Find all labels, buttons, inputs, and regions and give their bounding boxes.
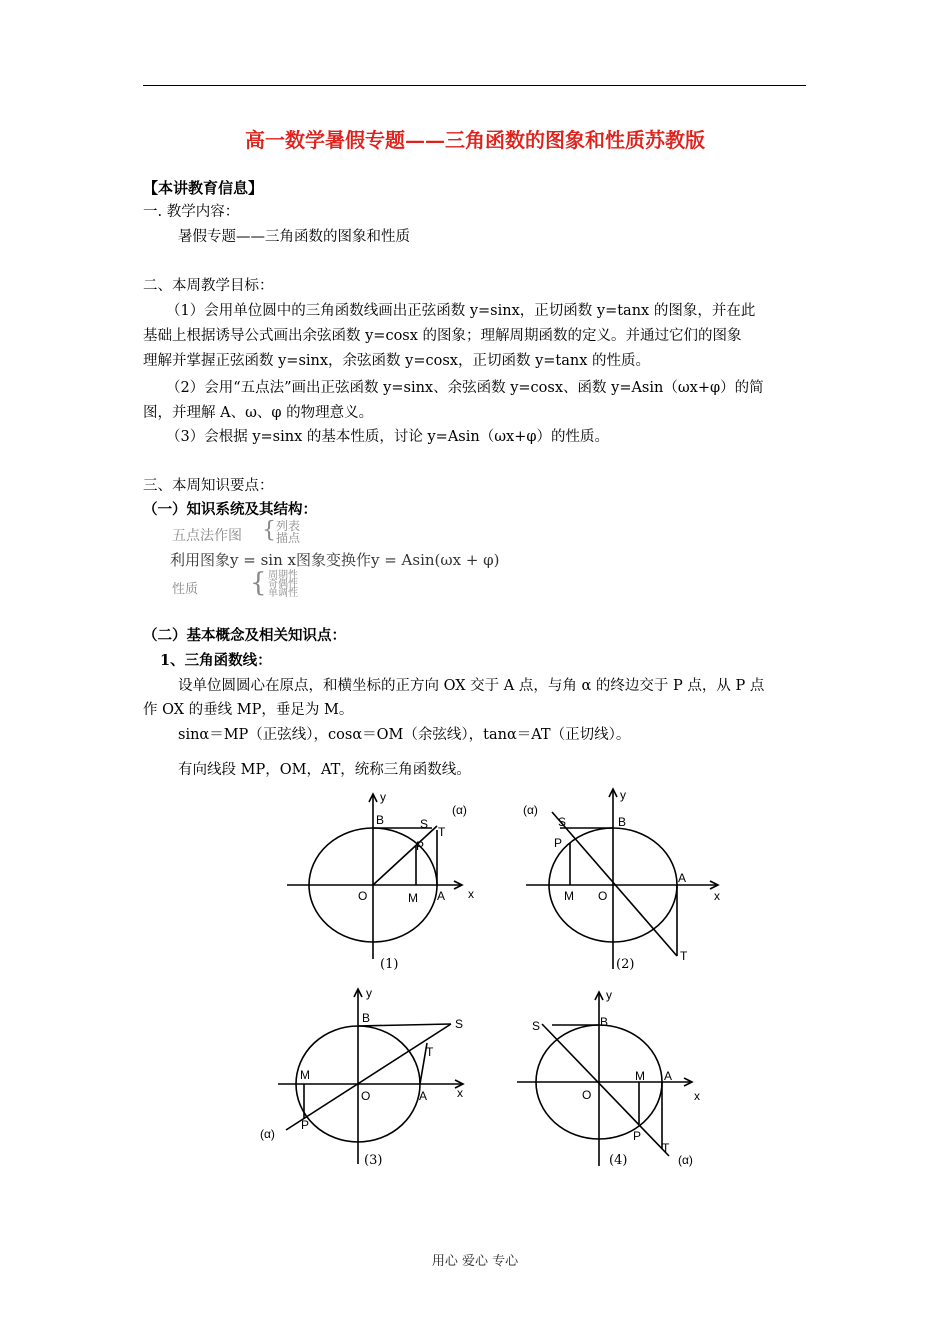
structure-monotonicity: 单调性 — [268, 588, 298, 599]
section-1-heading: 一. 教学内容： — [143, 204, 240, 220]
fig1-label-alpha: (α) — [452, 803, 467, 817]
fig1-label-B: B — [376, 813, 385, 827]
page-footer: 用心 爱心 专心 — [431, 1254, 519, 1269]
structure-plot: 描点 — [276, 531, 301, 545]
subsection-2-heading: （二）基本概念及相关知识点： — [143, 627, 346, 644]
fig2-caption: (2) — [616, 957, 635, 972]
goal-3: （3）会根据 y=sinx 的基本性质，讨论 y=Asin（ωx+φ）的性质。 — [166, 429, 610, 445]
goal-2-line-2: 图，并理解 A、ω、φ 的物理意义。 — [143, 405, 374, 421]
fig3-label-S: S — [455, 1017, 464, 1031]
fig3-label-y: y — [366, 986, 372, 1000]
fig1-label-T: T — [438, 825, 446, 839]
fig3-caption: (3) — [364, 1153, 383, 1168]
goal-1-line-2: 基础上根据诱导公式画出余弦函数 y=cosx 的图象；理解周期函数的定义。并通过它们的图象 — [143, 328, 742, 344]
structure-parity: 奇偶性 — [268, 579, 298, 590]
subsection-1-heading: （一）知识系统及其结构： — [143, 501, 317, 518]
goal-1-line-3: 理解并掌握正弦函数 y=sinx，余弦函数 y=cosx，正切函数 y=tanx 的性质。 — [143, 353, 651, 369]
fig2-label-T: T — [680, 949, 688, 963]
fig2-label-x: x — [714, 889, 720, 903]
structure-brace-bottom: { — [250, 568, 267, 598]
fig4-label-S: S — [532, 1019, 541, 1033]
paragraph-3: 有向线段 MP，OM，AT，统称三角函数线。 — [178, 762, 471, 778]
fig3-label-A: A — [419, 1089, 428, 1103]
fig2-label-alpha: (α) — [523, 803, 538, 817]
goal-2-line-1: （2）会用“五点法”画出正弦函数 y=sinx、余弦函数 y=cosx、函数 y=Asin（ωx+φ）的简 — [166, 380, 764, 396]
fig4-label-A: A — [664, 1069, 673, 1083]
fig1-label-M: M — [408, 891, 418, 905]
fig1-label-S: S — [420, 817, 429, 831]
fig4-label-P: P — [633, 1129, 642, 1143]
fig4-caption: (4) — [609, 1153, 628, 1168]
fig1-label-y: y — [380, 790, 386, 804]
fig4-label-O: O — [582, 1088, 592, 1102]
fig4-label-y: y — [606, 988, 612, 1002]
fig1-label-x: x — [468, 887, 474, 901]
fig3-label-O: O — [361, 1089, 371, 1103]
structure-transform: 利用图象y = sin x图象变换作y = Asin(ωx + φ) — [170, 551, 500, 569]
paragraph-1-line-1: 设单位圆圆心在原点，和横坐标的正方向 OX 交于 A 点，与角 α 的终边交于 P 点，从 P 点 — [178, 678, 765, 694]
fig4-label-T: T — [662, 1141, 670, 1155]
section-3-heading: 三、本周知识要点： — [143, 478, 274, 494]
subsection-2-1-heading: 1、三角函数线： — [160, 652, 272, 669]
structure-periodicity: 周期性 — [268, 570, 298, 581]
structure-brace-top: { — [262, 518, 276, 543]
fig2-label-M: M — [564, 889, 574, 903]
document-title: 高一数学暑假专题——三角函数的图象和性质苏教版 — [245, 128, 705, 152]
fig3-label-M: M — [300, 1068, 310, 1082]
fig4-label-B: B — [600, 1015, 609, 1029]
structure-five-point: 五点法作图 — [172, 528, 242, 544]
fig2-label-B: B — [618, 815, 627, 829]
fig4-label-M: M — [635, 1069, 645, 1083]
structure-list: 列表 — [276, 519, 301, 533]
fig2-label-y: y — [620, 788, 626, 802]
fig2-label-S: S — [558, 815, 567, 829]
fig4-label-alpha: (α) — [678, 1153, 693, 1167]
header-rule — [143, 85, 806, 86]
figure-1 — [282, 784, 497, 974]
paragraph-2: sinα＝MP（正弦线），cosα＝OM（余弦线），tanα＝AT（正切线）。 — [178, 727, 631, 743]
fig3-label-P: P — [301, 1118, 310, 1132]
fig1-label-A: A — [437, 889, 446, 903]
fig3-label-alpha: (α) — [260, 1127, 275, 1141]
fig3-label-B: B — [362, 1011, 371, 1025]
figure-2 — [518, 784, 733, 974]
fig1-label-P: P — [416, 839, 425, 853]
fig1-label-O: O — [358, 889, 368, 903]
structure-properties: 性质 — [172, 582, 199, 597]
goal-1-line-1: （1）会用单位圆中的三角函数线画出正弦函数 y=sinx，正切函数 y=tanx 的图象，并在此 — [166, 303, 756, 319]
section-2-heading: 二、本周教学目标： — [143, 278, 274, 294]
fig3-label-x: x — [457, 1086, 463, 1100]
figure-3 — [258, 984, 488, 1174]
fig2-label-O: O — [598, 889, 608, 903]
fig2-label-P: P — [554, 836, 563, 850]
section-info-heading: 【本讲教育信息】 — [143, 179, 264, 197]
section-1-content: 暑假专题——三角函数的图象和性质 — [178, 229, 410, 245]
paragraph-1-line-2: 作 OX 的垂线 MP，垂足为 M。 — [143, 702, 354, 718]
fig4-label-x: x — [694, 1089, 700, 1103]
fig2-label-A: A — [678, 871, 687, 885]
figure-4 — [512, 984, 732, 1174]
fig1-caption: (1) — [380, 957, 399, 972]
fig3-label-T: T — [426, 1045, 434, 1059]
